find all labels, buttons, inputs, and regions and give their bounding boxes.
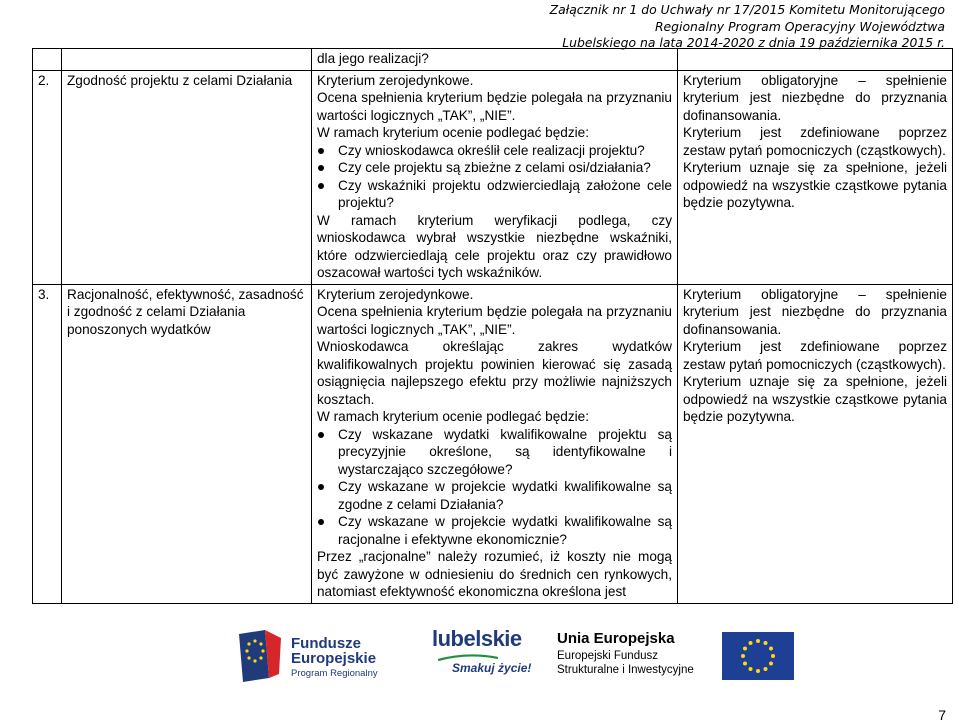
paragraph: Kryterium uznaje się za spełnione, jeżeli odpowiedź na wszystkie cząstkowe pytania będzie pozytywna. [683,374,947,424]
paragraph: Kryterium zerojedynkowe. [317,72,474,88]
bullet-icon [318,183,324,189]
bullet-list [317,142,672,212]
ue-line3: Strukturalne i Inwestycyjne [557,664,694,676]
paragraph: W ramach kryterium weryfikacji podlega, czy wnioskodawca wybrał wszystkie niezbędne wskaźniki, które odzwierciedlają cele projektu oraz czy prawidłowo oszacował wartości tych wskaźników. [317,212,672,280]
cell-empty [678,49,953,71]
ue-line1: Unia Europejska [557,630,675,647]
header-line-3: Lubelskiego na lata 2014-2020 z dnia 19 października 2015 r. [562,35,945,50]
bullet-list [317,426,672,549]
paragraph: Ocena spełnienia kryterium będzie polegała na przyznaniu wartości logicznych „TAK”, „NIE”. [317,304,672,337]
table-row [33,70,953,284]
unia-europejska-logo [557,628,797,688]
criterion-number: 2. [33,70,62,284]
lubelskie-wordmark: lubelskie [432,626,522,651]
criteria-table [32,48,953,604]
lubelskie-tagline: Smakuj życie! [452,661,532,675]
logo-bar [0,620,959,690]
list-item: Czy wskaźniki projektu odzwierciedlają założone cele projektu? [317,177,672,212]
paragraph: Kryterium uznaje się za spełnione, jeżeli odpowiedź na wszystkie cząstkowe pytania będzie pozytywna. [683,160,947,210]
fundusze-europejskie-logo [235,626,405,686]
paragraph: Kryterium zerojedynkowe. [317,286,474,302]
criterion-description [312,284,678,603]
eu-flag-icon [722,632,794,680]
document-header [525,2,945,52]
bullet-icon [318,432,324,438]
criterion-description [312,49,678,71]
page-number: 7 [938,707,946,723]
criterion-name: Racjonalność, efektywność, zasadność i zgodność z celami Działania ponoszonych wydatków [62,284,312,603]
lubelskie-logo [430,626,540,686]
header-line-1: Załącznik nr 1 do Uchwały nr 17/2015 Komitetu Monitorującego [549,2,945,17]
fe-line1: Fundusze [291,635,361,652]
list-item: Czy wskazane wydatki kwalifikowalne projektu są precyzyjnie określone, są identyfikowalne i wystarczająco szczegółowe? [317,426,672,479]
bullet-icon [318,148,324,154]
cell-empty [62,49,312,71]
table-row [33,49,953,71]
criterion-description [312,70,678,284]
fe-line2: Europejskie [291,650,377,667]
paragraph: Ocena spełnienia kryterium będzie polegała na przyznaniu wartości logicznych „TAK”, „NIE”. [317,90,672,123]
cell-empty [33,49,62,71]
list-item: Czy wnioskodawca określił cele realizacji projektu? [317,142,672,160]
criterion-type [678,70,953,284]
paragraph: W ramach kryterium ocenie podlegać będzie: [317,409,590,424]
criterion-name: Zgodność projektu z celami Działania [62,70,312,284]
criterion-number: 3. [33,284,62,603]
bullet-icon [318,165,324,171]
continuation-text: dla jego realizacji? [317,51,429,66]
table-row [33,284,953,603]
paragraph: W ramach kryterium ocenie podlegać będzie: [317,125,590,140]
paragraph: Przez „racjonalne” należy rozumieć, iż koszty nie mogą być zawyżone w odniesieniu do średnich cen rynkowych, natomiast efektywność ekonomiczna określona jest [317,549,672,599]
paragraph: Kryterium jest zdefiniowane poprzez zestaw pytań pomocniczych (cząstkowych). [683,339,947,372]
paragraph: Kryterium obligatoryjne – spełnienie kryterium jest niezbędne do przyznania dofinansowania. [683,72,947,123]
paragraph: Wnioskodawca określając zakres wydatków kwalifikowalnych projektu powinien kierować się zasadą osiągnięcia najlepszego efektu przy możliwie najniższych kosztach. [317,339,672,407]
list-item: Czy cele projektu są zbieżne z celami osi/działania? [317,159,672,177]
fe-line3: Program Regionalny [291,668,378,679]
header-line-2: Regionalny Program Operacyjny Województwa [654,18,945,34]
list-item: Czy wskazane w projekcie wydatki kwalifikowalne są racjonalne i efektywne ekonomicznie? [317,513,672,548]
list-item: Czy wskazane w projekcie wydatki kwalifikowalne są zgodne z celami Działania? [317,478,672,513]
ue-line2: Europejski Fundusz [557,650,658,662]
paragraph: Kryterium obligatoryjne – spełnienie kryterium jest niezbędne do przyznania dofinansowania. [683,286,947,337]
bullet-icon [318,484,324,490]
paragraph: Kryterium jest zdefiniowane poprzez zestaw pytań pomocniczych (cząstkowych). [683,125,947,158]
bullet-icon [318,519,324,525]
criterion-type [678,284,953,603]
fe-flag-icon [235,628,283,684]
